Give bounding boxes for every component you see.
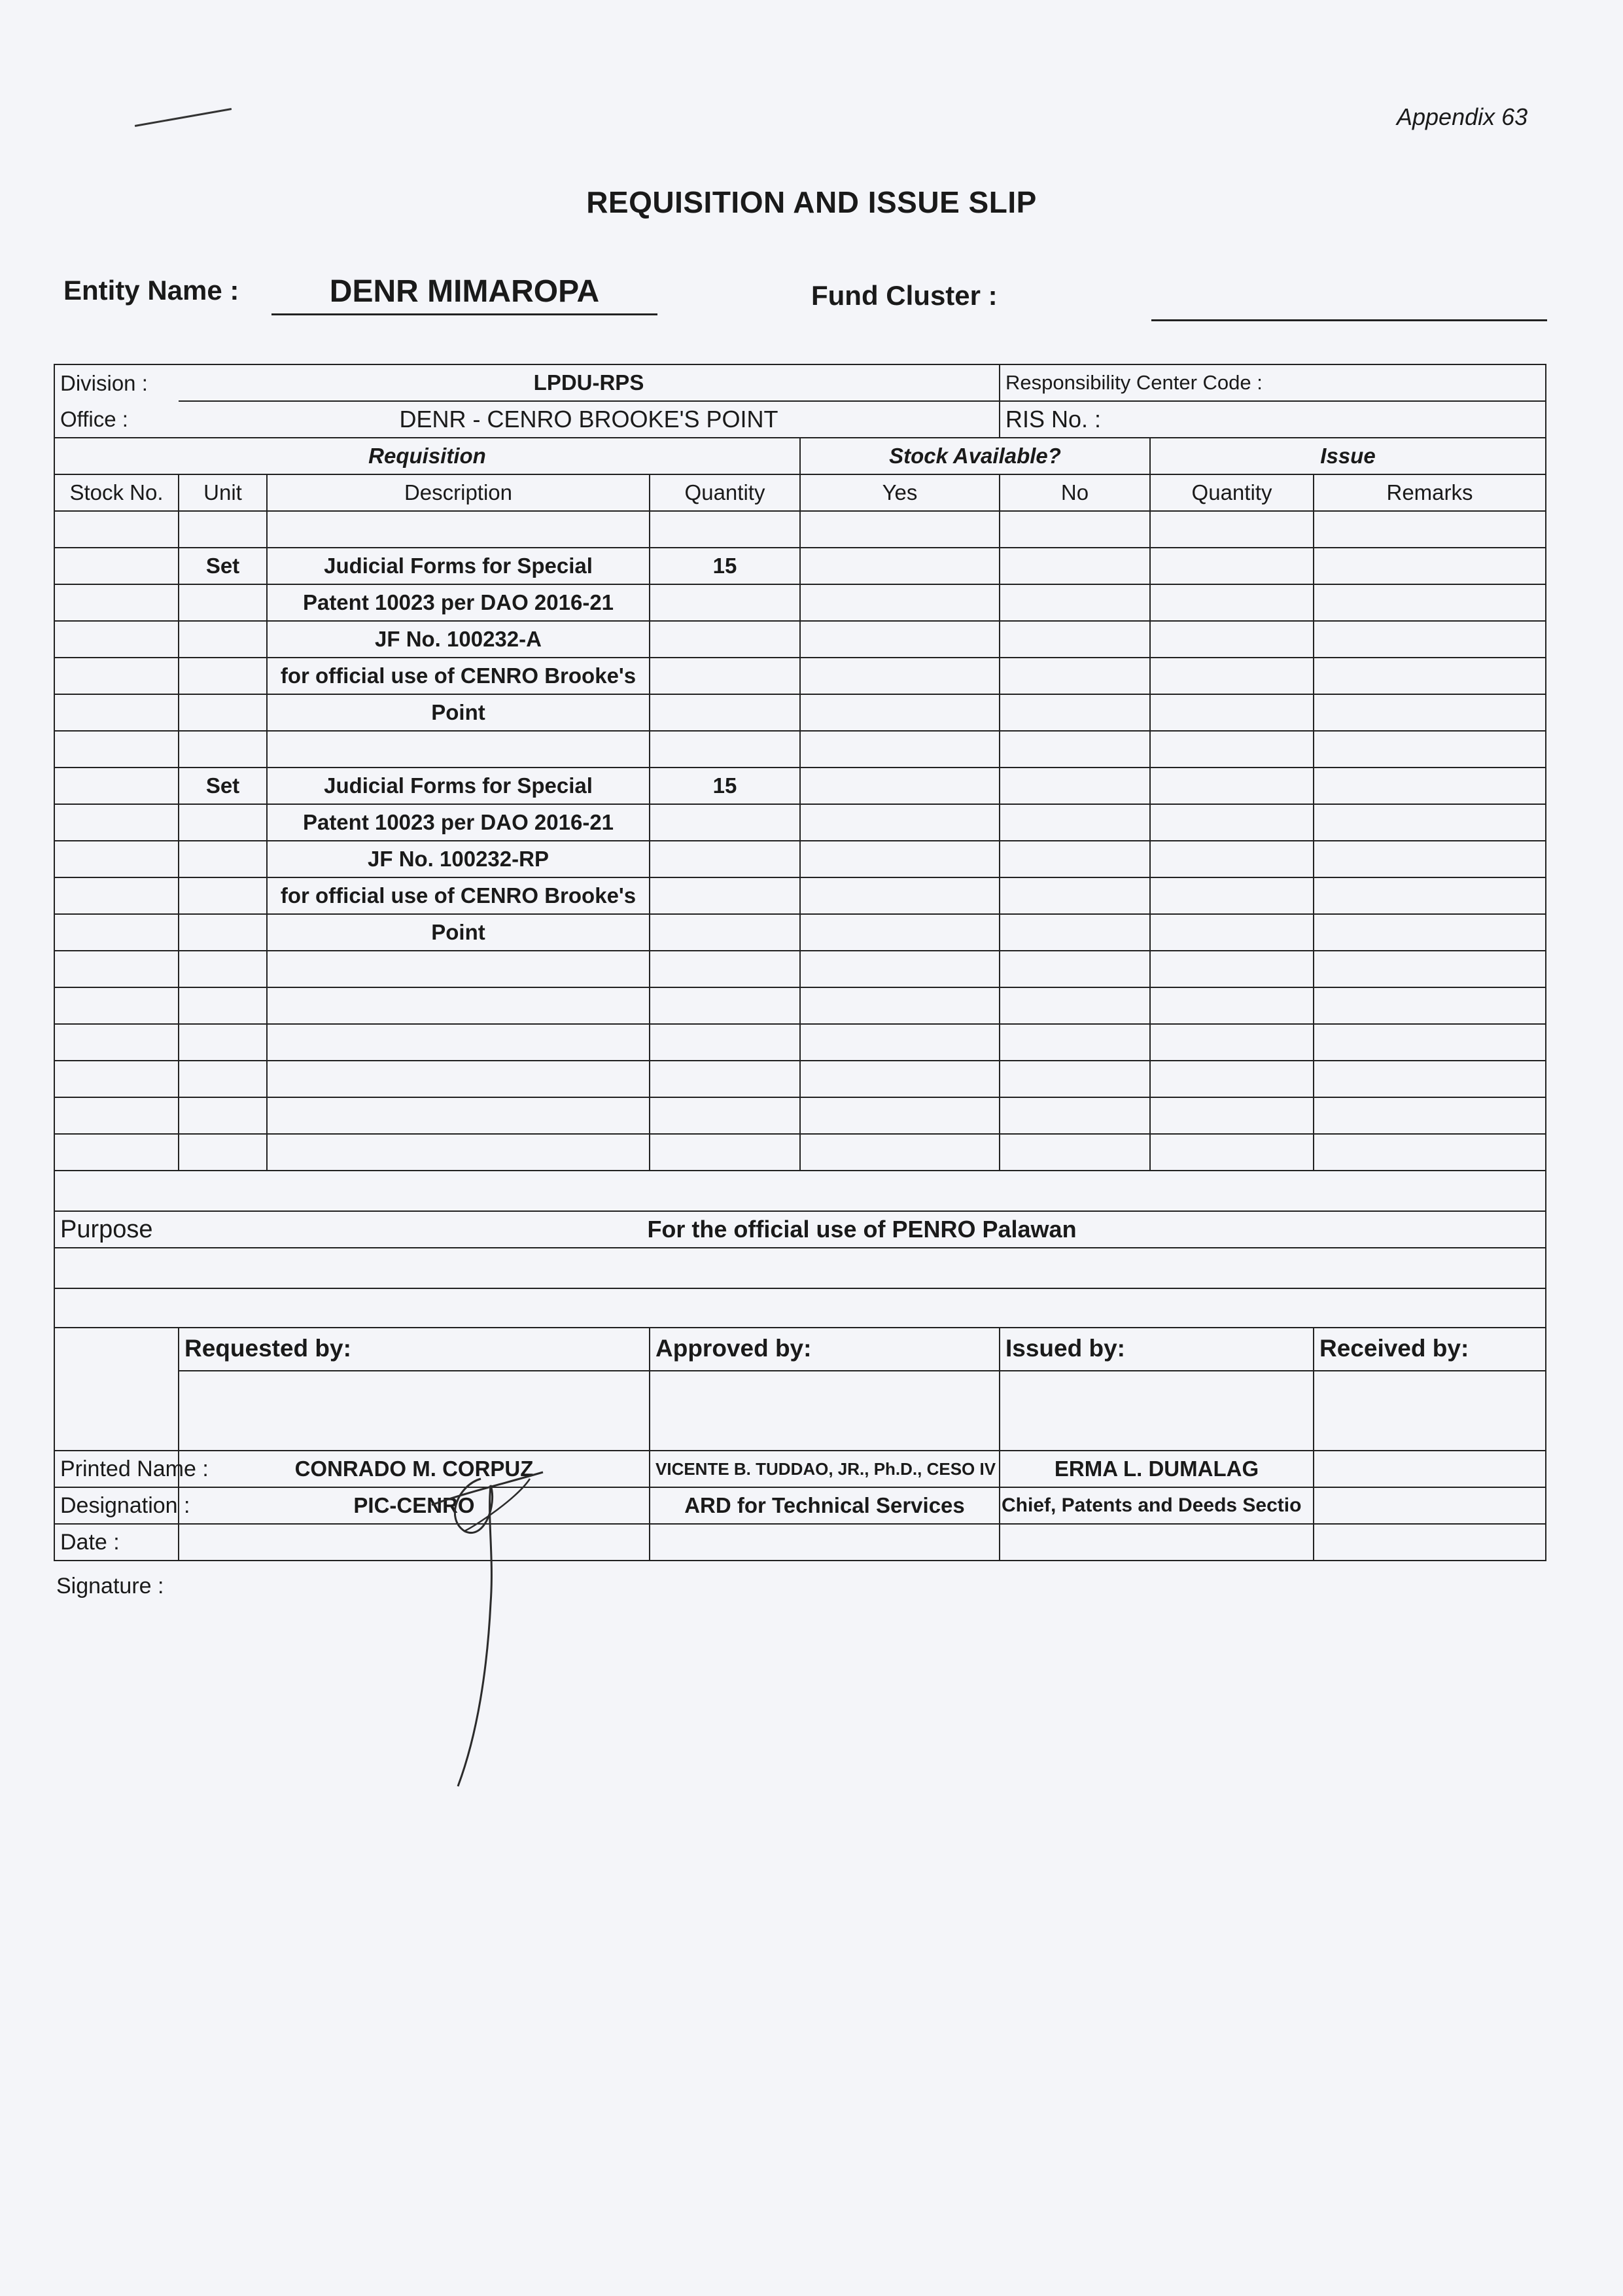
entity-name-label: Entity Name : xyxy=(63,275,239,306)
table-row xyxy=(54,511,1546,548)
handwritten-signature xyxy=(419,1459,563,1799)
ris-number-label: RIS No. : xyxy=(1000,401,1546,438)
division-label: Division : xyxy=(54,364,179,401)
item-quantity: 15 xyxy=(650,768,800,804)
col-stock-no: Stock No. xyxy=(54,474,179,511)
col-description: Description xyxy=(267,474,650,511)
table-row xyxy=(54,841,1546,877)
item-description: for official use of CENRO Brooke's xyxy=(267,658,650,694)
col-quantity: Quantity xyxy=(650,474,800,511)
item-unit: Set xyxy=(179,548,267,584)
appendix-number: Appendix 63 xyxy=(1397,103,1528,130)
spacer-row xyxy=(54,1171,1546,1211)
requisition-table xyxy=(54,364,1546,1561)
col-unit: Unit xyxy=(179,474,267,511)
table-row xyxy=(54,1024,1546,1061)
issued-by-label: Issued by: xyxy=(1000,1328,1314,1371)
date-row xyxy=(54,1524,1546,1561)
table-row xyxy=(54,731,1546,768)
table-row xyxy=(54,877,1546,914)
designation-label: Designation : xyxy=(54,1487,179,1524)
requested-by-label: Requested by: xyxy=(179,1328,650,1371)
fund-cluster-label: Fund Cluster : xyxy=(811,280,998,311)
printed-name-label: Printed Name : xyxy=(54,1451,179,1487)
table-row xyxy=(54,951,1546,987)
section-header-row xyxy=(54,438,1546,474)
item-description: Patent 10023 per DAO 2016-21 xyxy=(267,584,650,621)
table-row xyxy=(54,658,1546,694)
item-description: Point xyxy=(267,914,650,951)
col-remarks: Remarks xyxy=(1314,474,1546,511)
item-description: Point xyxy=(267,694,650,731)
requested-by-name: CONRADO M. CORPUZ xyxy=(179,1451,650,1487)
table-row xyxy=(54,548,1546,584)
table-row xyxy=(54,694,1546,731)
issue-header: Issue xyxy=(1150,438,1546,474)
received-by-label: Received by: xyxy=(1314,1328,1546,1371)
office-row xyxy=(54,401,1546,438)
item-description: Judicial Forms for Special xyxy=(267,768,650,804)
issued-by-name: ERMA L. DUMALAG xyxy=(1000,1451,1314,1487)
purpose-gap-row xyxy=(54,1288,1546,1328)
table-row xyxy=(54,804,1546,841)
purpose-label: Purpose xyxy=(54,1211,179,1248)
entity-name-value: DENR MIMAROPA xyxy=(271,274,657,315)
purpose-row xyxy=(54,1211,1546,1248)
date-label: Date : xyxy=(54,1524,179,1561)
item-unit: Set xyxy=(179,768,267,804)
printed-name-row xyxy=(54,1451,1546,1487)
responsibility-center-code-label: Responsibility Center Code : xyxy=(1000,364,1546,401)
approved-by-designation: ARD for Technical Services xyxy=(650,1487,1000,1524)
col-no: No xyxy=(1000,474,1150,511)
issued-by-designation: Chief, Patents and Deeds Sectio xyxy=(1000,1487,1314,1524)
pen-stroke-mark xyxy=(135,108,232,127)
requested-by-designation: PIC-CENRO xyxy=(179,1487,650,1524)
item-description: JF No. 100232-RP xyxy=(267,841,650,877)
table-row xyxy=(54,621,1546,658)
table-row xyxy=(54,584,1546,621)
office-value: DENR - CENRO BROOKE'S POINT xyxy=(179,401,1000,438)
fund-cluster-field xyxy=(1151,319,1547,321)
signature-label: Signature : xyxy=(56,1574,164,1598)
form-title: REQUISITION AND ISSUE SLIP xyxy=(586,185,1037,219)
office-label: Office : xyxy=(54,401,179,438)
approved-by-label: Approved by: xyxy=(650,1328,1000,1371)
table-row xyxy=(54,987,1546,1024)
signatory-header-row xyxy=(54,1328,1546,1371)
purpose-value: For the official use of PENRO Palawan xyxy=(179,1211,1546,1248)
col-yes: Yes xyxy=(800,474,1000,511)
item-description: JF No. 100232-A xyxy=(267,621,650,658)
signature-row xyxy=(54,1371,1546,1451)
column-header-row xyxy=(54,474,1546,511)
item-description: Judicial Forms for Special xyxy=(267,548,650,584)
table-row xyxy=(54,1097,1546,1134)
division-row xyxy=(54,364,1546,401)
table-row xyxy=(54,1061,1546,1097)
stock-available-header: Stock Available? xyxy=(800,438,1150,474)
approved-by-name: VICENTE B. TUDDAO, JR., Ph.D., CESO IV xyxy=(650,1451,1000,1487)
designation-row xyxy=(54,1487,1546,1524)
col-issue-quantity: Quantity xyxy=(1150,474,1314,511)
table-row xyxy=(54,1134,1546,1171)
table-row xyxy=(54,768,1546,804)
requisition-header: Requisition xyxy=(54,438,800,474)
item-description: for official use of CENRO Brooke's xyxy=(267,877,650,914)
item-description: Patent 10023 per DAO 2016-21 xyxy=(267,804,650,841)
division-value: LPDU-RPS xyxy=(179,364,1000,401)
table-row xyxy=(54,914,1546,951)
item-quantity: 15 xyxy=(650,548,800,584)
purpose-line-row xyxy=(54,1248,1546,1288)
